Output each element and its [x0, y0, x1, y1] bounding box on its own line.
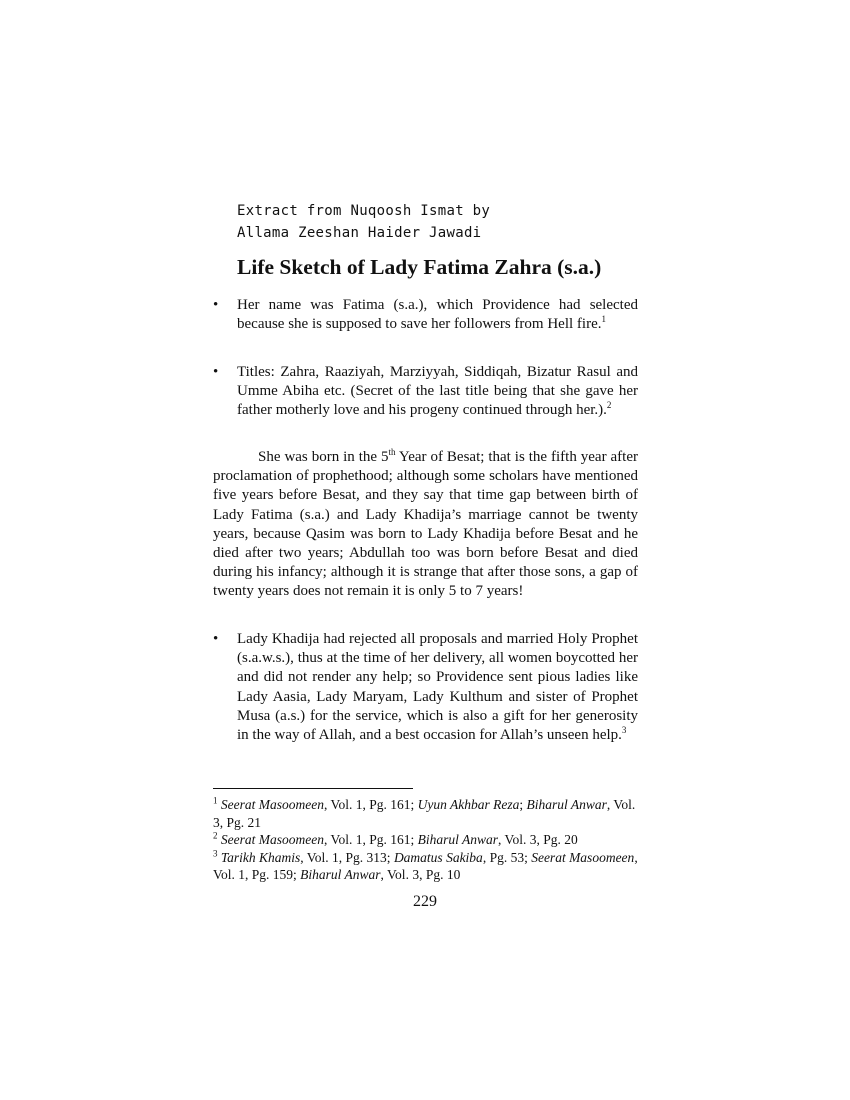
source-title: Tarikh Khamis — [220, 849, 301, 865]
source-title: Uyun Akhbar Reza — [417, 797, 520, 812]
bullet-item-titles — [213, 363, 638, 421]
footnote-ref[interactable]: 1 — [601, 314, 606, 325]
footnote-number: 2 — [213, 830, 218, 841]
ordinal-suffix: th — [388, 447, 396, 457]
page-title: Life Sketch of Lady Fatima Zahra (s.a.) — [237, 255, 602, 279]
source-detail: , Vol. 1, Pg. 161; — [323, 797, 418, 812]
footnotes-section — [213, 796, 638, 884]
source-detail: , Vol. 3, Pg. 21 — [213, 797, 636, 830]
source-detail: , Vol. 3, Pg. 10 — [380, 867, 461, 882]
source-detail: ; — [519, 797, 527, 812]
footnote-number: 3 — [213, 848, 218, 858]
source-detail: , Pg. 53; — [482, 849, 532, 865]
bullet-icon: • — [213, 297, 219, 313]
footnote-1 — [213, 796, 638, 831]
paragraph-start: She was born in the 5 — [258, 449, 389, 465]
footnote-3 — [213, 849, 638, 884]
source-detail: , Vol. 3, Pg. 20 — [498, 832, 578, 847]
extract-line-2: Allama Zeeshan Haider Jawadi — [237, 225, 482, 241]
source-title: Seerat Masoomeen — [531, 849, 635, 865]
page-number: 229 — [413, 893, 437, 910]
extract-credit — [237, 200, 657, 244]
bullet-item-name — [213, 296, 638, 334]
source-title: Seerat Masoomeen — [220, 832, 324, 847]
footnote-number: 1 — [213, 795, 218, 806]
paragraph-text — [213, 448, 638, 602]
footnote-ref[interactable]: 3 — [621, 725, 627, 736]
source-title: Biharul Anwar — [300, 867, 381, 882]
source-detail: , Vol. 1, Pg. 159; — [213, 849, 638, 882]
bullet-text — [237, 630, 638, 745]
bullet-item-khadija — [213, 630, 638, 745]
source-title: Biharul Anwar — [526, 797, 607, 812]
footnote-2 — [213, 831, 638, 849]
bullet-text — [237, 296, 638, 334]
bullet-body: Titles: Zahra, Raaziyah, Marziyyah, Siddiqah, Bizatur Rasul and Umme Abiha etc. (Secret of the last title being that she gave her father motherly love and his progeny continued through her.). — [237, 364, 638, 419]
source-detail: , Vol. 1, Pg. 161; — [323, 832, 418, 847]
bullet-icon: • — [213, 631, 219, 647]
bullet-body: Lady Khadija had rejected all proposals and married Holy Prophet (s.a.w.s.), thus at the time of her delivery, all women boycotted her and did not render any help; so Providence sent pious ladies like Lady Aasia, Lady Maryam, Lady Kulthum and sister of Prophet Musa (a.s.) for the service, which is also a gift for her generosity in the way of Allah, and a best occasion for Allah’s unseen help. — [237, 631, 638, 744]
bullet-body: Her name was Fatima (s.a.), which Providence had selected because she is supposed to save her followers from Hell fire. — [237, 297, 638, 333]
footnote-divider — [213, 788, 413, 789]
body-paragraph — [213, 448, 638, 602]
bullet-text — [237, 363, 638, 421]
paragraph-rest: Year of Besat; that is the fifth year after proclamation of prophethood; although some scholars have mentioned five years before Besat, and they say that time gap between birth of Lady Fatima (s.a.) and Lady Khadija’s marriage cannot be twenty years, because Qasim was born to Lady Khadija before Besat and he died after two years; Abdullah too was born before Besat and died during his infancy; although it is strange that after those sons, a gap of twenty years does not remain it is only 5 to 7 years! — [213, 449, 638, 600]
extract-line-1: Extract from Nuqoosh Ismat by — [237, 203, 491, 219]
source-detail: , Vol. 1, Pg. 313; — [300, 849, 394, 865]
footnote-ref[interactable]: 2 — [606, 400, 612, 411]
source-title: Seerat Masoomeen — [220, 797, 324, 812]
source-title: Biharul Anwar — [417, 832, 499, 847]
source-title: Damatus Sakiba — [393, 849, 483, 865]
bullet-icon: • — [213, 364, 219, 380]
